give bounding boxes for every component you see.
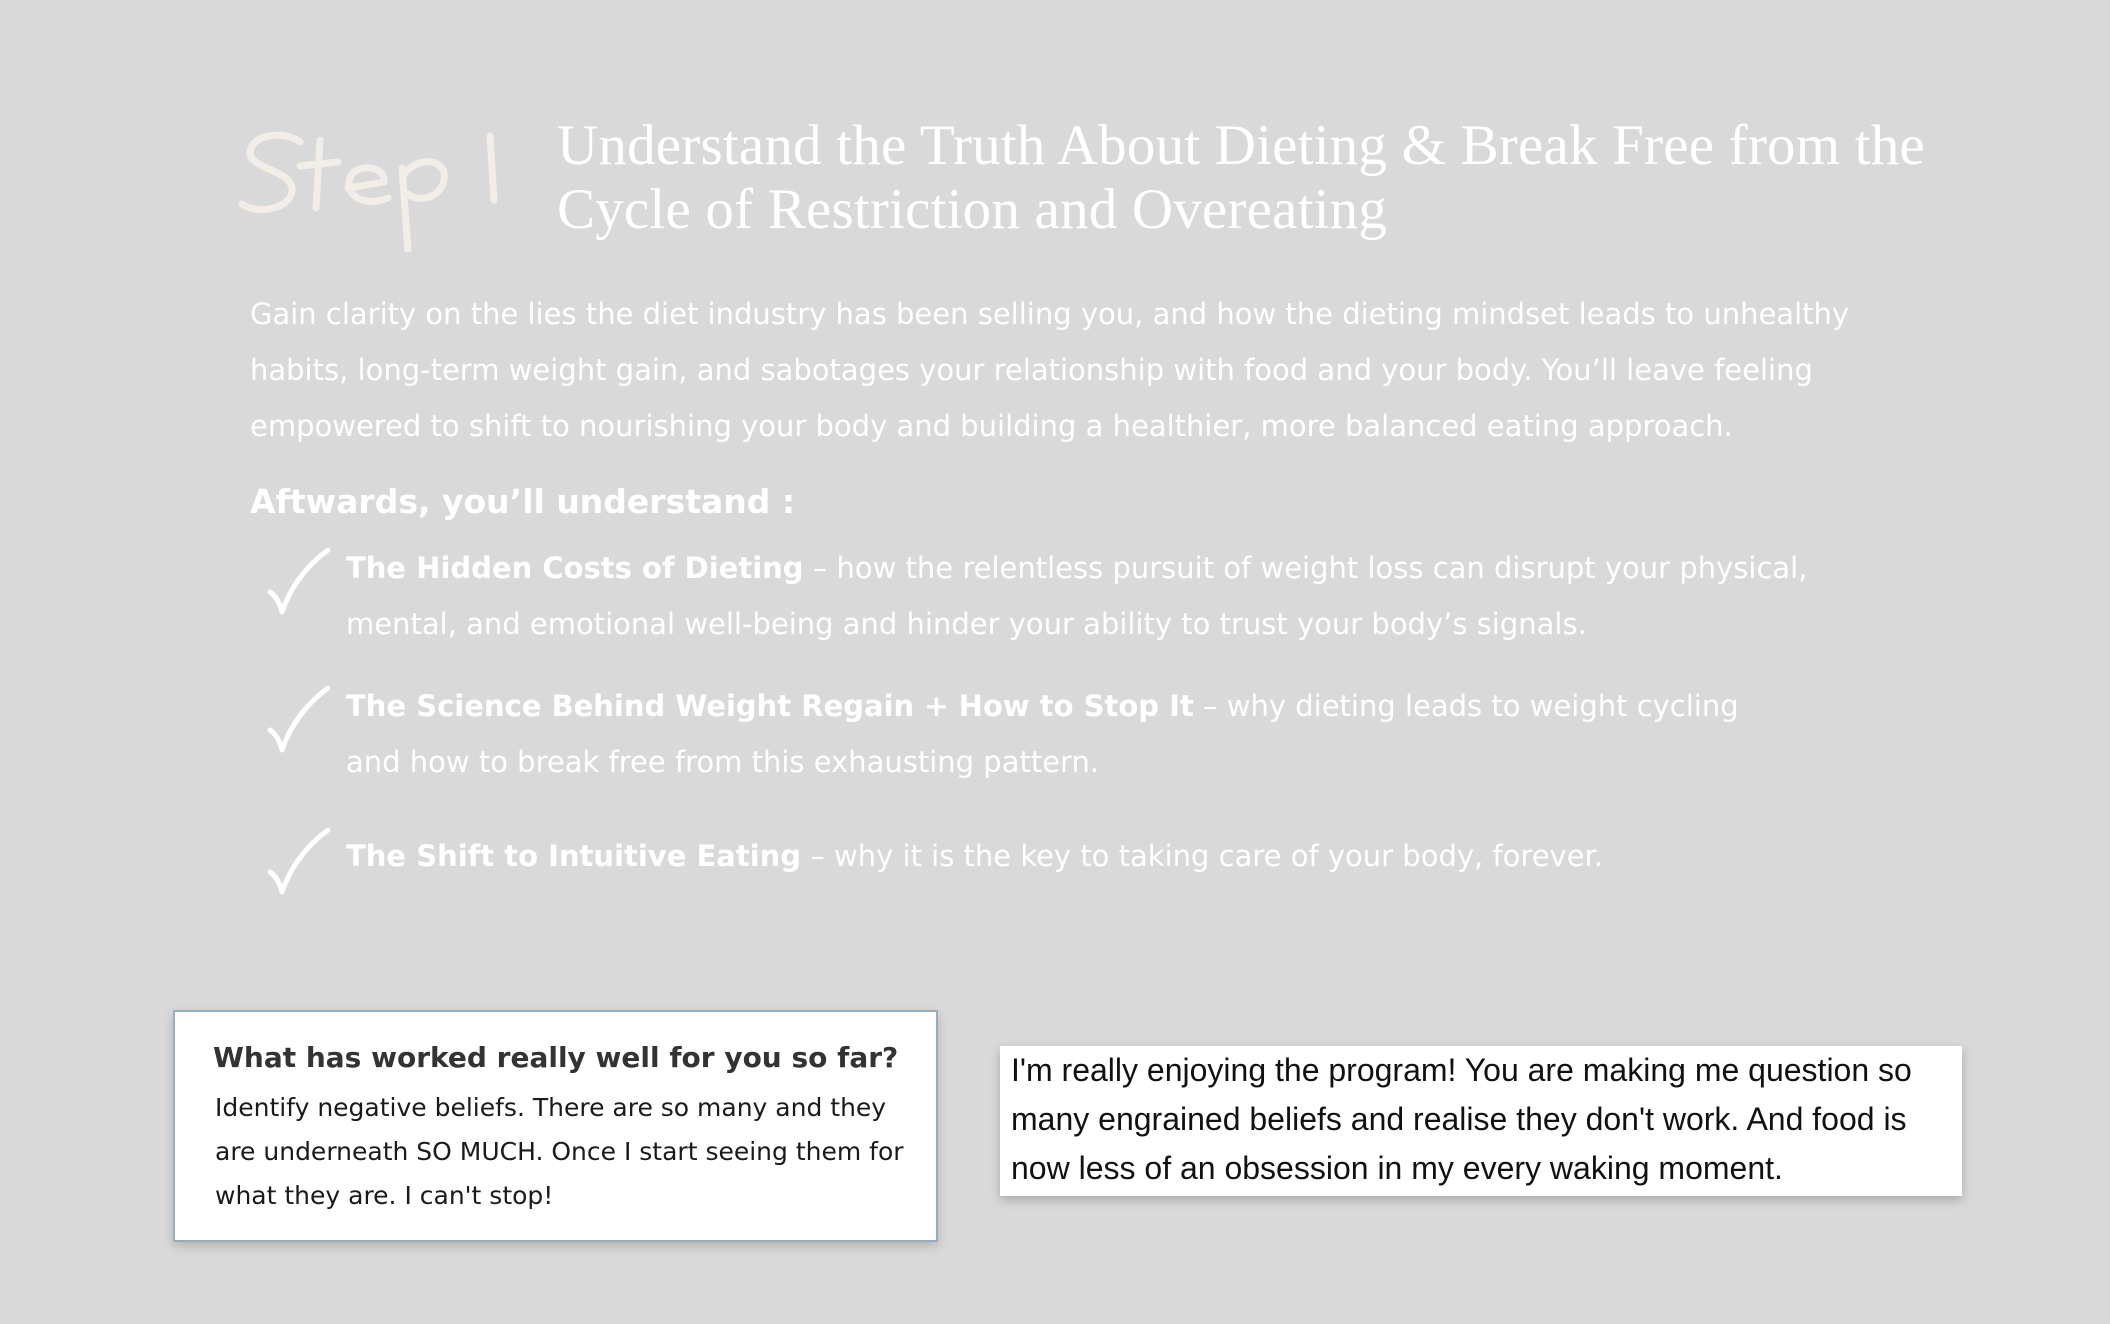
intro-paragraph: Gain clarity on the lies the diet industry has been selling you, and how the dieting mindset leads to unhealthy habits, long-term weight gain, and sabotages your relationship with food and your body. You’ll leave feeling empowered to shift to nourishing your body and building a healthier, more balanced eating approach. [250,297,1850,443]
benefit-description: – why it is the key to taking care of your body, forever. [801,839,1604,873]
step-number-script [238,112,528,252]
testimonial-quote: I'm really enjoying the program! You are making me question so many engrained beliefs and realise they don't work. And food is now less of an obsession in my every waking moment. [1011,1052,1912,1186]
checkmark-icon [266,828,330,900]
testimonial-answer: Identify negative beliefs. There are so many and they are underneath SO MUCH. Once I start seeing them for what they are. I can't stop! [215,1093,904,1210]
benefit-text [346,678,1796,790]
benefit-description: – how the relentless pursuit of weight loss can disrupt your physical, mental, and emotional well-being and hinder your ability to trust your body’s signals. [346,551,1808,641]
step-title: Understand the Truth About Dieting & Break Free from the Cycle of Restriction and Overeating [557,114,1925,241]
testimonial-question: What has worked really well for you so far? [213,1041,899,1074]
benefit-description: – why dieting leads to weight cycling and how to break free from this exhausting pattern. [346,689,1739,779]
benefit-title: The Hidden Costs of Dieting [346,551,804,585]
afterwards-heading: Aftwards, you’ll understand : [250,482,796,521]
benefit-text [346,540,1906,652]
checkmark-icon [266,548,330,620]
step-1-handwritten-icon [238,112,528,252]
testimonial-card-survey [173,1010,938,1242]
benefit-text [346,828,1906,884]
checkmark-icon [266,686,330,758]
benefit-title: The Shift to Intuitive Eating [346,839,802,873]
testimonial-card-quote [1000,1046,1962,1196]
benefit-title: The Science Behind Weight Regain + How to Stop It [346,689,1194,723]
